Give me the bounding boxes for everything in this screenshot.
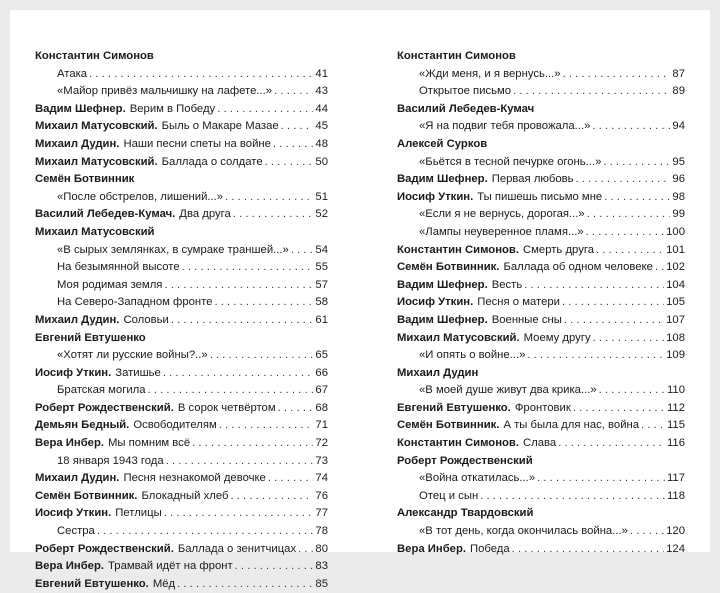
toc-entry: [35, 154, 328, 172]
toc-entry: [35, 523, 328, 541]
toc-page-number: 95: [672, 155, 685, 168]
toc-entry: [397, 435, 685, 453]
toc-page-number: 85: [315, 577, 328, 590]
toc-author: Роберт Рождественский: [397, 454, 533, 467]
toc-entry: [35, 453, 328, 471]
toc-dot-leader: [171, 312, 314, 330]
toc-page-number: 100: [666, 225, 685, 238]
toc-page-number: 41: [315, 67, 328, 80]
toc-page-number: 71: [315, 419, 328, 432]
toc-title: Сестра: [57, 525, 95, 538]
toc-title: Ты пишешь письмо мне: [477, 190, 603, 203]
toc-page-number: 52: [315, 208, 328, 221]
toc-title: «После обстрелов, лишений...»: [57, 190, 224, 203]
toc-dot-leader: [268, 470, 314, 488]
toc-title: Фронтовик: [514, 401, 571, 414]
toc-dot-leader: [219, 417, 314, 435]
toc-title: В сорок четвёртом: [177, 401, 276, 414]
toc-entry: [397, 400, 685, 418]
toc-dot-leader: [217, 101, 313, 119]
toc-author-heading: [397, 365, 685, 383]
toc-dot-leader: [274, 83, 313, 101]
toc-dot-leader: [298, 541, 313, 559]
toc-author: Евгений Евтушенко: [35, 331, 146, 344]
toc-title: «В моей душе живут два крика...»: [419, 384, 597, 397]
toc-page-number: 110: [666, 384, 685, 397]
toc-title: На безымянной высоте: [57, 261, 180, 274]
toc-dot-leader: [576, 171, 671, 189]
toc-author: Вадим Шефнер.: [397, 278, 488, 291]
toc-title: «В сырых землянках, в сумраке траншей...»: [57, 243, 289, 256]
toc-dot-leader: [630, 523, 664, 541]
toc-dot-leader: [593, 330, 665, 348]
toc-dot-leader: [278, 400, 314, 418]
toc-author: Михаил Матусовский.: [397, 331, 520, 344]
toc-dot-leader: [480, 488, 665, 506]
toc-title: «Майор привёз мальчишку на лафете...»: [57, 85, 273, 98]
toc-title: Освободителям: [133, 419, 217, 432]
toc-author: Семён Ботвинник.: [397, 261, 500, 274]
toc-dot-leader: [558, 435, 665, 453]
toc-title: Песня о матери: [477, 296, 560, 309]
toc-title: Петлицы: [115, 507, 162, 520]
toc-dot-leader: [166, 453, 314, 471]
toc-entry: [35, 382, 328, 400]
toc-entry: [35, 435, 328, 453]
toc-dot-leader: [512, 541, 664, 559]
toc-page-number: 94: [672, 120, 685, 133]
toc-dot-leader: [192, 435, 313, 453]
toc-dot-leader: [182, 259, 314, 277]
toc-title: Моя родимая земля: [57, 278, 163, 291]
toc-entry: [397, 259, 685, 277]
toc-entry: [35, 118, 328, 136]
toc-entry: [35, 66, 328, 84]
toc-title: На Северо-Западном фронте: [57, 296, 213, 309]
toc-author: Вера Инбер.: [397, 542, 467, 555]
toc-author: Вадим Шефнер.: [397, 173, 488, 186]
toc-title: Блокадный хлеб: [141, 489, 229, 502]
toc-author: Василий Лебедев-Кумач.: [35, 208, 176, 221]
toc-entry: [397, 277, 685, 295]
toc-entry: [397, 488, 685, 506]
toc-dot-leader: [524, 277, 664, 295]
toc-page-number: 51: [315, 190, 328, 203]
toc-dot-leader: [562, 294, 664, 312]
toc-title: Соловьи: [123, 313, 169, 326]
toc-entry: [397, 294, 685, 312]
toc-entry: [35, 206, 328, 224]
toc-page-number: 105: [666, 296, 685, 309]
toc-entry: [397, 189, 685, 207]
toc-author-heading: [397, 48, 685, 66]
toc-entry: [35, 259, 328, 277]
toc-dot-leader: [235, 558, 314, 576]
toc-author: Иосиф Уткин.: [35, 366, 112, 379]
toc-dot-leader: [291, 242, 314, 260]
toc-entry: [397, 83, 685, 101]
toc-author: Евгений Евтушенко.: [35, 577, 149, 590]
toc-entry: [397, 347, 685, 365]
toc-author: Михаил Дудин.: [35, 472, 120, 485]
toc-entry: [397, 382, 685, 400]
toc-title: Баллада об одном человеке: [503, 261, 653, 274]
toc-entry: [35, 400, 328, 418]
toc-entry: [35, 417, 328, 435]
toc-title: Весть: [491, 278, 523, 291]
toc-title: Братская могила: [57, 384, 146, 397]
toc-page-number: 107: [666, 313, 685, 326]
toc-page-number: 108: [666, 331, 685, 344]
toc-page-number: 83: [315, 560, 328, 573]
toc-page-number: 77: [315, 507, 328, 520]
toc-dot-leader: [210, 347, 314, 365]
toc-right-column: [397, 48, 685, 558]
toc-page-number: 61: [315, 313, 328, 326]
toc-author: Константин Симонов: [35, 50, 154, 62]
toc-dot-leader: [281, 118, 314, 136]
toc-dot-leader: [563, 66, 671, 84]
toc-entry: [397, 242, 685, 260]
toc-author: Константин Симонов.: [397, 243, 519, 256]
toc-author-heading: [397, 136, 685, 154]
toc-page-number: 120: [666, 525, 685, 538]
toc-author-heading: [35, 48, 328, 66]
toc-author: Михаил Дудин.: [35, 313, 120, 326]
toc-title: Мы помним всё: [108, 437, 191, 450]
toc-author: Александр Твардовский: [397, 507, 534, 520]
toc-title: Атака: [57, 67, 88, 80]
toc-dot-leader: [596, 242, 664, 260]
toc-dot-leader: [225, 189, 313, 207]
toc-entry: [397, 66, 685, 84]
toc-page-number: 96: [672, 173, 685, 186]
toc-dot-leader: [587, 206, 671, 224]
toc-author: Вадим Шефнер.: [35, 102, 126, 115]
toc-title: «Я на подвиг тебя провожала...»: [419, 120, 591, 133]
toc-author: Семён Ботвинник.: [35, 489, 138, 502]
toc-dot-leader: [655, 259, 664, 277]
toc-author-heading: [35, 171, 328, 189]
toc-title: Отец и сын: [419, 489, 479, 502]
toc-dot-leader: [573, 400, 665, 418]
toc-author: Иосиф Уткин.: [35, 507, 112, 520]
toc-page-number: 55: [315, 261, 328, 274]
toc-dot-leader: [537, 470, 665, 488]
toc-title: Мёд: [152, 577, 176, 590]
toc-entry: [35, 576, 328, 593]
toc-author: Роберт Рождественский.: [35, 542, 174, 555]
toc-page-number: 54: [315, 243, 328, 256]
toc-dot-leader: [604, 189, 670, 207]
toc-entry: [397, 330, 685, 348]
toc-entry: [35, 294, 328, 312]
toc-left-column: [35, 48, 328, 593]
toc-page-number: 87: [672, 67, 685, 80]
toc-title: Военные сны: [491, 313, 562, 326]
toc-page-number: 104: [666, 278, 685, 291]
toc-entry: [397, 171, 685, 189]
toc-author: Вера Инбер.: [35, 437, 105, 450]
toc-page-number: 43: [315, 85, 328, 98]
toc-author: Василий Лебедев-Кумач: [397, 102, 535, 115]
toc-title: «Хотят ли русские войны?..»: [57, 349, 208, 362]
toc-title: «Если я не вернусь, дорогая...»: [419, 208, 585, 221]
toc-page-number: 76: [315, 489, 328, 502]
toc-title: Слава: [523, 437, 557, 450]
toc-dot-leader: [592, 118, 670, 136]
toc-entry: [397, 118, 685, 136]
toc-page-number: 50: [315, 155, 328, 168]
toc-author: Михаил Матусовский: [35, 225, 155, 238]
toc-entry: [397, 523, 685, 541]
toc-author: Константин Симонов.: [397, 437, 519, 450]
toc-author: Семён Ботвинник: [35, 173, 135, 186]
toc-dot-leader: [599, 382, 665, 400]
toc-page-number: 73: [315, 454, 328, 467]
toc-entry: [35, 101, 328, 119]
toc-title: Трамвай идёт на фронт: [108, 560, 233, 573]
toc-page-number: 117: [666, 472, 685, 485]
toc-page-number: 80: [315, 542, 328, 555]
toc-dot-leader: [163, 365, 314, 383]
toc-dot-leader: [230, 488, 313, 506]
toc-title: Первая любовь: [491, 173, 574, 186]
toc-dot-leader: [177, 576, 313, 593]
toc-entry: [397, 224, 685, 242]
toc-author: Демьян Бедный.: [35, 419, 130, 432]
toc-title: Баллада о зенитчицах: [177, 542, 297, 555]
toc-entry: [35, 347, 328, 365]
toc-dot-leader: [641, 417, 665, 435]
toc-title: «Лампы неуверенное пламя...»: [419, 225, 584, 238]
toc-entry: [35, 541, 328, 559]
toc-page-number: 45: [315, 120, 328, 133]
toc-title: А ты была для нас, война: [503, 419, 640, 432]
toc-dot-leader: [273, 136, 314, 154]
toc-title: «Бьётся в тесной печурке огонь...»: [419, 155, 602, 168]
toc-author: Вера Инбер.: [35, 560, 105, 573]
toc-dot-leader: [89, 66, 313, 84]
toc-page-number: 112: [666, 401, 685, 414]
toc-author: Михаил Матусовский.: [35, 155, 158, 168]
toc-entry: [35, 242, 328, 260]
toc-entry: [35, 277, 328, 295]
toc-title: «В тот день, когда окончилась война...»: [419, 525, 628, 538]
toc-title: Верим в Победу: [129, 102, 216, 115]
toc-page-number: 67: [315, 384, 328, 397]
toc-dot-leader: [148, 382, 314, 400]
toc-page-number: 102: [666, 261, 685, 274]
toc-author: Константин Симонов: [397, 50, 516, 62]
toc-entry: [397, 312, 685, 330]
toc-author-heading: [397, 453, 685, 471]
toc-page-number: 66: [315, 366, 328, 379]
toc-entry: [35, 558, 328, 576]
toc-title: Наши песни спеты на войне: [123, 137, 271, 150]
toc-author: Иосиф Уткин.: [397, 296, 474, 309]
toc-page-number: 101: [666, 243, 685, 256]
toc-title: Победа: [470, 542, 510, 555]
toc-dot-leader: [564, 312, 664, 330]
toc-dot-leader: [586, 224, 664, 242]
toc-entry: [397, 154, 685, 172]
toc-author: Евгений Евтушенко.: [397, 401, 511, 414]
toc-dot-leader: [164, 277, 313, 295]
toc-dot-leader: [214, 294, 313, 312]
toc-page-number: 44: [315, 102, 328, 115]
toc-dot-leader: [265, 154, 314, 172]
contents-page: [10, 10, 710, 590]
toc-author: Семён Ботвинник.: [397, 419, 500, 432]
toc-dot-leader: [233, 206, 314, 224]
toc-dot-leader: [527, 347, 664, 365]
toc-author-heading: [397, 505, 685, 523]
toc-author-heading: [397, 101, 685, 119]
toc-title: Смерть друга: [523, 243, 594, 256]
toc-page-number: 72: [315, 437, 328, 450]
toc-page-number: 115: [666, 419, 685, 432]
toc-page-number: 65: [315, 349, 328, 362]
toc-title: «Жди меня, и я вернусь...»: [419, 67, 561, 80]
toc-dot-leader: [513, 83, 670, 101]
toc-entry: [35, 83, 328, 101]
toc-page-number: 68: [315, 401, 328, 414]
toc-entry: [397, 541, 685, 559]
toc-page-number: 58: [315, 296, 328, 309]
toc-author-heading: [35, 224, 328, 242]
toc-title: «И опять о войне...»: [419, 349, 526, 362]
toc-title: Затишье: [115, 366, 161, 379]
toc-entry: [35, 505, 328, 523]
toc-entry: [35, 312, 328, 330]
toc-page-number: 98: [672, 190, 685, 203]
toc-author: Михаил Дудин: [397, 366, 479, 379]
toc-entry: [35, 488, 328, 506]
toc-title: «Война откатилась...»: [419, 472, 536, 485]
toc-title: Песня незнакомой девочке: [123, 472, 266, 485]
toc-title: Открытое письмо: [419, 85, 512, 98]
toc-page-number: 89: [672, 85, 685, 98]
toc-page-number: 78: [315, 525, 328, 538]
toc-page-number: 57: [315, 278, 328, 291]
toc-title: 18 января 1943 года: [57, 454, 164, 467]
toc-entry: [397, 206, 685, 224]
toc-title: Баллада о солдате: [161, 155, 263, 168]
toc-dot-leader: [97, 523, 314, 541]
toc-page-number: 48: [315, 137, 328, 150]
toc-entry: [35, 189, 328, 207]
toc-author-heading: [35, 330, 328, 348]
toc-entry: [397, 417, 685, 435]
toc-author: Михаил Матусовский.: [35, 120, 158, 133]
toc-dot-leader: [603, 154, 670, 172]
toc-title: Быль о Макаре Мазае: [161, 120, 279, 133]
toc-author: Алексей Сурков: [397, 137, 488, 150]
toc-page-number: 116: [666, 437, 685, 450]
toc-author: Роберт Рождественский.: [35, 401, 174, 414]
toc-page-number: 99: [672, 208, 685, 221]
toc-page-number: 124: [666, 542, 685, 555]
toc-author: Иосиф Уткин.: [397, 190, 474, 203]
toc-entry: [35, 365, 328, 383]
toc-page-number: 109: [666, 349, 685, 362]
toc-entry: [35, 470, 328, 488]
toc-page-number: 118: [666, 489, 685, 502]
toc-entry: [35, 136, 328, 154]
toc-title: Два друга: [179, 208, 231, 221]
toc-entry: [397, 470, 685, 488]
toc-page-number: 74: [315, 472, 328, 485]
toc-author: Вадим Шефнер.: [397, 313, 488, 326]
toc-author: Михаил Дудин.: [35, 137, 120, 150]
toc-title: Моему другу: [523, 331, 591, 344]
toc-dot-leader: [164, 505, 314, 523]
